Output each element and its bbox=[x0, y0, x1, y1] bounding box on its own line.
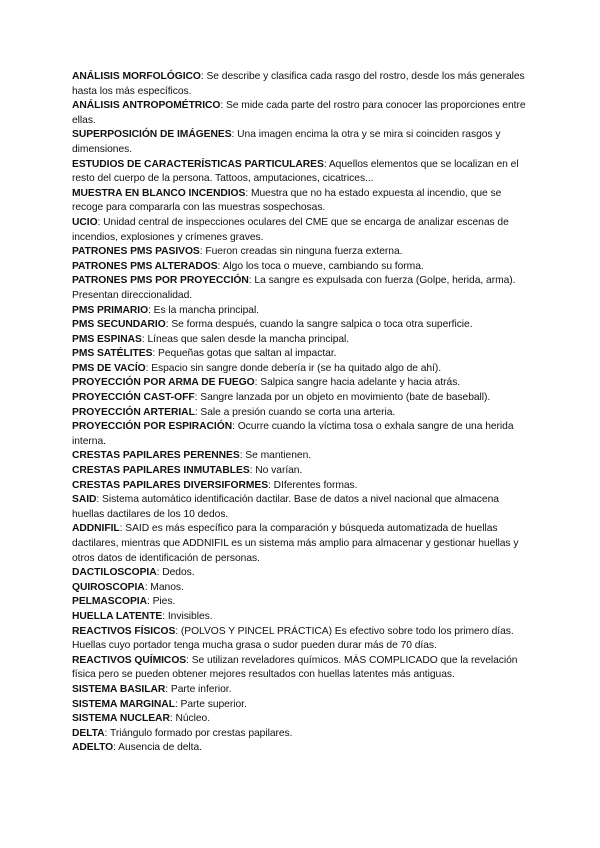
glossary-entry bbox=[72, 625, 534, 654]
glossary-entry bbox=[72, 128, 534, 157]
entry-definition: : DIferentes formas. bbox=[268, 479, 358, 491]
glossary-entry bbox=[72, 522, 534, 566]
entry-term: REACTIVOS QUÍMICOS bbox=[72, 654, 187, 666]
entry-definition: : Se utilizan reveladores químicos. MÁS COMPLICADO que la revelación física pero se pueden obtener mejores resultados con huellas latentes más antiguas. bbox=[72, 654, 518, 681]
glossary-entry bbox=[72, 347, 534, 362]
entry-term: PMS DE VACÍO bbox=[72, 362, 146, 374]
entry-term: PROYECCIÓN ARTERIAL bbox=[72, 406, 195, 418]
glossary-entry bbox=[72, 406, 534, 421]
entry-term: UCIO bbox=[72, 216, 98, 228]
entry-term: PROYECCIÓN POR ARMA DE FUEGO bbox=[72, 377, 255, 389]
glossary-entry bbox=[72, 187, 534, 216]
entry-term: PROYECCIÓN POR ESPIRACIÓN bbox=[72, 421, 233, 433]
glossary-entry bbox=[72, 245, 534, 260]
entry-definition: : Algo los toca o mueve, cambiando su forma. bbox=[217, 260, 424, 272]
entry-term: MUESTRA EN BLANCO INCENDIOS bbox=[72, 187, 246, 199]
entry-term: SISTEMA NUCLEAR bbox=[72, 713, 170, 725]
glossary-entry bbox=[72, 420, 534, 449]
glossary-entry bbox=[72, 70, 534, 99]
entry-definition: : Se mide cada parte del rostro para conocer las proporciones entre ellas. bbox=[72, 100, 526, 126]
glossary-entry bbox=[72, 376, 534, 391]
entry-definition: : Aquellos elementos que se localizan en el resto del cuerpo de la persona. Tattoos, amputaciones, cicatrices... bbox=[72, 158, 519, 185]
entry-term: CRESTAS PAPILARES INMUTABLES bbox=[72, 465, 250, 477]
glossary-entry bbox=[72, 304, 534, 319]
entry-definition: : Una imagen encima la otra y se mira si coinciden rasgos y dimensiones. bbox=[72, 129, 501, 155]
entry-definition: : Sale a presión cuando se corta una arteria. bbox=[194, 406, 396, 418]
entry-definition: : Espacio sin sangre donde debería ir (se ha quitado algo de ahí). bbox=[145, 362, 442, 374]
entry-definition: : Líneas que salen desde la mancha principal. bbox=[141, 333, 350, 345]
entry-term: SAID bbox=[72, 494, 97, 506]
entry-term: DACTILOSCOPIA bbox=[72, 567, 157, 579]
entry-term: QUIROSCOPIA bbox=[72, 581, 145, 593]
entry-term: ADELTO bbox=[72, 742, 114, 754]
glossary-entry bbox=[72, 216, 534, 245]
entry-definition: : Muestra que no ha estado expuesta al incendio, que se recoge para compararla con las muestras sospechosas. bbox=[72, 187, 502, 214]
entry-definition: : Pies. bbox=[146, 596, 176, 608]
entry-term: REACTIVOS FÍSICOS bbox=[72, 625, 176, 637]
glossary-entry bbox=[72, 698, 534, 713]
glossary-entry bbox=[72, 318, 534, 333]
entry-term: SISTEMA BASILAR bbox=[72, 683, 166, 695]
entry-definition: : Se forma después, cuando la sangre salpica o toca otra superficie. bbox=[165, 319, 473, 331]
glossary-entry bbox=[72, 391, 534, 406]
entry-definition: : Parte inferior. bbox=[165, 683, 232, 695]
entry-term: SUPERPOSICIÓN DE IMÁGENES bbox=[72, 129, 232, 141]
glossary-entry bbox=[72, 493, 534, 522]
entry-term: PMS PRIMARIO bbox=[72, 304, 149, 316]
entry-term: SISTEMA MARGINAL bbox=[72, 698, 175, 710]
entry-definition: : Pequeñas gotas que saltan al impactar. bbox=[152, 348, 337, 360]
entry-definition: : No varían. bbox=[249, 465, 303, 477]
entry-term: PMS SECUNDARIO bbox=[72, 319, 166, 331]
glossary-entry bbox=[72, 595, 534, 610]
entry-definition: : Parte superior. bbox=[174, 698, 247, 710]
glossary-entry bbox=[72, 566, 534, 581]
entry-definition: : La sangre es expulsada con fuerza (Golpe, herida, arma). Presentan direccionalidad. bbox=[72, 275, 516, 301]
entry-term: PELMASCOPIA bbox=[72, 596, 147, 608]
glossary-entry bbox=[72, 727, 534, 742]
entry-term: HUELLA LATENTE bbox=[72, 610, 163, 622]
glossary-entry bbox=[72, 260, 534, 275]
entry-term: PATRONES PMS POR PROYECCIÓN bbox=[72, 275, 249, 287]
glossary-entry bbox=[72, 683, 534, 698]
entry-definition: : (POLVOS Y PINCEL PRÁCTICA) Es efectivo sobre todo los primero días. Huellas cuyo portador tenga mucha grasa o sudor pueden durar más de 70 días. bbox=[72, 625, 514, 652]
glossary-entry bbox=[72, 741, 534, 756]
entry-term: ESTUDIOS DE CARACTERÍSTICAS PARTICULARES bbox=[72, 158, 324, 170]
entry-definition: : Se mantienen. bbox=[239, 450, 312, 462]
entry-term: PATRONES PMS ALTERADOS bbox=[72, 260, 218, 272]
entry-definition: : Manos. bbox=[144, 581, 184, 593]
glossary-entry bbox=[72, 362, 534, 377]
entry-term: ANÁLISIS ANTROPOMÉTRICO bbox=[72, 100, 221, 112]
glossary-entry bbox=[72, 610, 534, 625]
glossary-entry bbox=[72, 712, 534, 727]
glossary-entry bbox=[72, 464, 534, 479]
entry-term: ADDNIFIL bbox=[72, 523, 120, 535]
entry-term: PROYECCIÓN CAST-OFF bbox=[72, 392, 195, 404]
entry-definition: : Se describe y clasifica cada rasgo del rostro, desde los más generales hasta los más específicos. bbox=[72, 71, 525, 97]
glossary-entry bbox=[72, 479, 534, 494]
entry-definition: : SAID es más específico para la comparación y búsqueda automatizada de huellas dactilares, mientras que ADDNIFIL es un sistema más amplio para almacenar y gestionar huellas y otros datos de identificación de personas. bbox=[72, 523, 519, 564]
entry-definition: : Dedos. bbox=[156, 567, 195, 579]
entry-term: DELTA bbox=[72, 727, 105, 739]
entry-definition: : Núcleo. bbox=[169, 713, 211, 725]
entry-definition: : Salpica sangre hacia adelante y hacia atrás. bbox=[254, 377, 461, 389]
glossary-entry bbox=[72, 449, 534, 464]
glossary-entry bbox=[72, 581, 534, 596]
glossary-entry bbox=[72, 158, 534, 187]
entry-term: PMS ESPINAS bbox=[72, 333, 142, 345]
entry-term: PATRONES PMS PASIVOS bbox=[72, 246, 200, 258]
glossary-entry bbox=[72, 274, 534, 303]
entry-definition: : Sistema automático identificación dactilar. Base de datos a nivel nacional que almacena huellas dactilares de los 10 dedos. bbox=[72, 494, 499, 520]
glossary-entry bbox=[72, 333, 534, 348]
entry-term: ANÁLISIS MORFOLÓGICO bbox=[72, 71, 201, 82]
glossary-entry bbox=[72, 654, 534, 683]
entry-term: PMS SATÉLITES bbox=[72, 348, 153, 360]
entry-definition: : Ausencia de delta. bbox=[113, 742, 202, 754]
entry-definition: : Triángulo formado por crestas papilares. bbox=[104, 727, 293, 739]
entry-term: CRESTAS PAPILARES DIVERSIFORMES bbox=[72, 479, 269, 491]
entry-definition: : Unidad central de inspecciones oculares del CME que se encarga de analizar escenas de incendios, explosiones y crímenes graves. bbox=[72, 216, 509, 243]
entry-definition: : Invisibles. bbox=[162, 610, 213, 622]
entry-definition: : Es la mancha principal. bbox=[148, 304, 259, 316]
entry-definition: : Fueron creadas sin ninguna fuerza externa. bbox=[199, 246, 403, 258]
entry-definition: : Sangre lanzada por un objeto en movimiento (bate de baseball). bbox=[194, 392, 491, 404]
entry-definition: : Ocurre cuando la víctima tosa o exhala sangre de una herida interna. bbox=[72, 421, 514, 447]
document-body bbox=[72, 70, 534, 756]
glossary-entry bbox=[72, 99, 534, 128]
entry-term: CRESTAS PAPILARES PERENNES bbox=[72, 450, 240, 462]
